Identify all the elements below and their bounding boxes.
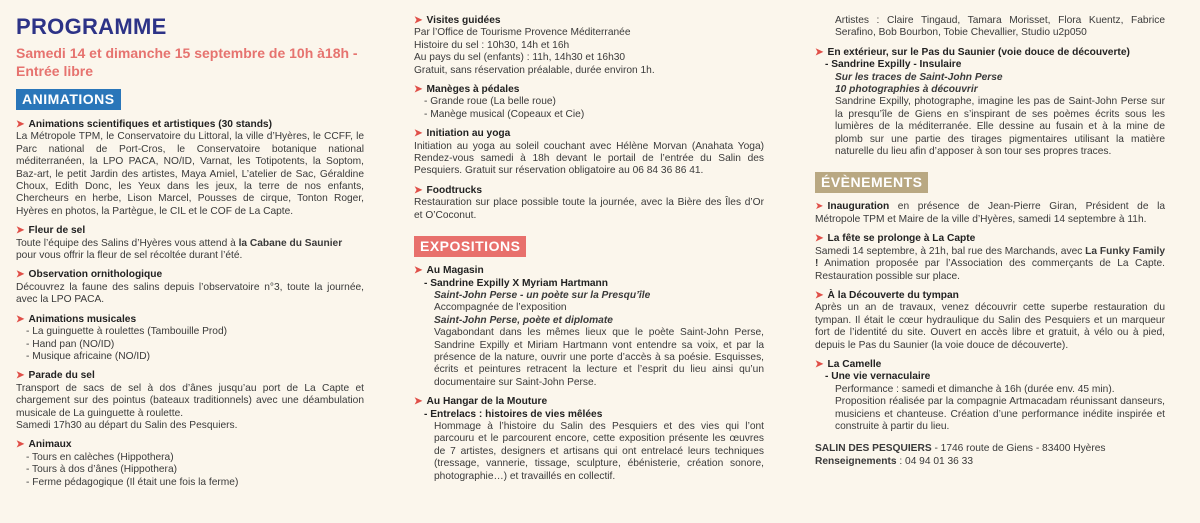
arrow-icon: ➤	[414, 128, 423, 140]
arrow-icon: ➤	[414, 15, 423, 26]
arrow-icon: ➤	[815, 358, 824, 370]
arrow-icon: ➤	[16, 269, 25, 281]
arrow-icon: ➤	[414, 184, 423, 196]
fete-section	[815, 233, 1165, 283]
arrow-icon: ➤	[16, 313, 25, 325]
renseignements-label: Renseignements	[815, 455, 897, 467]
inauguration-text: en présence de Jean-Pierre Giran, Président de la Métropole TPM et Maire de la ville d’Hyères, samedi 14 septembre à 11h.	[815, 201, 1165, 225]
yoga-title: Initiation au yoga	[426, 128, 511, 140]
list-item: - Hand pan (NO/ID)	[26, 338, 115, 350]
salin-info	[815, 443, 1165, 468]
fete-text2: Animation proposée par l’Association des commerçants de La Capte. Restauration possible sur place.	[815, 258, 1165, 282]
foodtrucks-text: Restauration sur place possible toute la journée, avec la Bière des Îles d’Or et O’Coconut.	[414, 197, 764, 221]
musicales-section	[16, 314, 364, 364]
magasin-line: Accompagnée de l’exposition	[434, 302, 567, 314]
fete-bold: La Funky Family !	[815, 245, 1166, 270]
parade-section	[16, 370, 364, 432]
visites-title: Visites guidées	[426, 15, 501, 26]
expositions-banner: EXPOSITIONS	[414, 236, 526, 257]
camelle-sub: - Une vie vernaculaire	[825, 371, 931, 383]
fete-title: La fête se prolonge à La Capte	[827, 233, 976, 245]
animaux-title: Animaux	[28, 439, 72, 451]
stands-text: La Métropole TPM, le Conservatoire du Littoral, la ville d’Hyères, le CCFF, le Parc national de Port-Cros, le Conservatoire botanique national méditerranéen, la LPO PACA, NO/ID, Varnat, les Totipotents, la Soptom, Baz-art, le petit Jardin des artistes, Maya Amiel, L’atelier de Sac, Géraldine Choux, Edith Donc, les Yeux dans les jeux, la terre de nos enfants, Chercheurs en herbe, Lison Marcel, Pousses de cirque, Tonton Roger, Hyères en photos, la Partègue, le CIL et le COF de La Capte.	[16, 131, 364, 217]
magasin-section	[414, 265, 764, 389]
hangar-title: Au Hangar de la Mouture	[426, 396, 548, 408]
arrow-icon: ➤	[414, 265, 423, 277]
stands-section	[16, 119, 364, 218]
arrow-icon: ➤	[815, 46, 824, 58]
exterieur-italic-1: Sur les traces de Saint-John Perse	[835, 71, 1003, 83]
exterieur-sub: - Sandrine Expilly - Insulaire	[825, 59, 962, 71]
musicales-title: Animations musicales	[28, 313, 137, 325]
yoga-text: Initiation au yoga au soleil couchant avec Hélène Morvan (Anahata Yoga) Rendez-vous samedi à 18h devant le portail de l’entrée du Salin des Pesquiers. Gratuit sur réservation obligatoire au 06 84 36 86 41.	[414, 140, 764, 177]
arrow-icon: ➤	[16, 119, 25, 130]
list-item: - Manège musical (Copeaux et Cie)	[424, 108, 585, 120]
salin-address: - 1746 route de Giens - 83400 Hyères	[931, 443, 1106, 455]
visites-section	[414, 15, 764, 77]
camelle-title: La Camelle	[827, 358, 882, 370]
exterieur-italic-2: 10 photographies à découvrir	[835, 84, 978, 96]
arrow-icon: ➤	[815, 233, 824, 245]
foodtrucks-section	[414, 185, 764, 222]
list-item: - Musique africaine (NO/ID)	[26, 350, 150, 362]
parade-time: Samedi 17h30 au départ du Salin des Pesquiers.	[16, 419, 238, 431]
evenements-banner: ÉVÈNEMENTS	[815, 172, 928, 193]
foodtrucks-title: Foodtrucks	[426, 184, 483, 196]
hangar-text: Hommage à l’histoire du Salin des Pesquiers et des vies qui l’ont parcouru et le parcourent encore, cette exposition présente les œuvres de 7 artistes, designers et artisans qui ont entrelacé leurs techniques (tressage, vannerie, tissage, sculpture, ébénisterie, création sonore, photographie…) et travaillés en collectif.	[434, 420, 764, 482]
visites-line: Au pays du sel (enfants) : 11h, 14h30 et 16h30	[414, 52, 626, 64]
inauguration-section	[815, 201, 1165, 226]
arrow-icon: ➤	[815, 201, 824, 213]
list-item: - Tours à dos d’ânes (Hippothera)	[26, 464, 178, 476]
camelle-section	[815, 359, 1165, 433]
magasin-title: Au Magasin	[426, 265, 484, 277]
artistes-text: Artistes : Claire Tingaud, Tamara Morisset, Flora Kuentz, Fabrice Serafino, Bob Bourbon, Tobie Chevallier, Studio u2p050	[835, 15, 1165, 39]
fete-text1: Samedi 14 septembre, à 21h, bal rue des Marchands, avec	[815, 245, 1086, 257]
exterieur-text: Sandrine Expilly, photographe, imagine les pas de Saint-John Perse sur la presqu’île de Giens en s’inspirant de ses poèmes écrits sous les lumières de la méditerranée. Elle dessine au fusain et à la mine de plomb sur une partie des tirages pigmentaires utilisant la matière naturelle du lieu afin d’apposer à son tour ses propres traces.	[835, 96, 1165, 158]
visites-line: Gratuit, sans réservation préalable, durée environ 1h.	[414, 64, 655, 76]
yoga-section	[414, 128, 764, 178]
fleur-text2: pour vous offrir la fleur de sel récoltée durant l’été.	[16, 250, 243, 262]
salin-name: SALIN DES PESQUIERS	[815, 443, 932, 455]
list-item: - Tours en calèches (Hippothera)	[26, 451, 174, 463]
exterieur-section	[815, 47, 1165, 159]
hangar-section	[414, 396, 764, 483]
magasin-italic-1: Saint-John Perse - un poète sur la Presqu’île	[434, 289, 651, 301]
parade-title: Parade du sel	[28, 370, 95, 382]
list-item: - Ferme pédagogique (Il était une fois la ferme)	[26, 476, 239, 488]
magasin-text: Vagabondant dans les mêmes lieux que le poète Saint-John Perse, Sandrine Expilly et Miriam Hartmann vont entendre sa voix, et par la présence de la nature, ouvrir une porte d’accès à sa poésie. Esquisses, écrits et peintures retracent la lecture et l’esprit du lieu ainsi qu’un documentaire sur Saint-John Perse.	[434, 327, 764, 388]
animaux-section	[16, 439, 364, 489]
fleur-text1: Toute l’équipe des Salins d’Hyères vous attend à	[16, 237, 239, 249]
ornitho-text: Découvrez la faune des salins depuis l’observatoire n°3, toute la journée, avec la LPO PACA.	[16, 281, 364, 306]
arrow-icon: ➤	[414, 396, 423, 408]
column-2	[414, 15, 764, 490]
tympan-section	[815, 290, 1165, 352]
page-title: PROGRAMME	[16, 14, 167, 39]
fleur-bold: la Cabane du Saunier	[238, 237, 343, 249]
stands-title: Animations scientifiques et artistiques (30 stands)	[28, 119, 272, 130]
maneges-section	[414, 84, 764, 121]
visites-line: Histoire du sel : 10h30, 14h et 16h	[414, 39, 570, 51]
column-1	[16, 0, 364, 496]
tympan-text: Après un an de travaux, venez découvrir cette superbe restauration du tympan. Il était le cœur hydraulique du Salin des Pesquiers et un marqueur fort de l’identité du site. Ouvert en accès libre et gratuit, à vélo ou à pied, depuis le Pas du Saunier (la voie douce de découverte).	[815, 302, 1165, 351]
exterieur-title: En extérieur, sur le Pas du Saunier (voie douce de découverte)	[827, 46, 1130, 58]
ornitho-title: Observation ornithologique	[28, 269, 163, 281]
visites-line: Par l’Office de Tourisme Provence Méditerranée	[414, 27, 631, 39]
tympan-title: À la Découverte du tympan	[827, 289, 959, 301]
column-3	[815, 15, 1165, 468]
arrow-icon: ➤	[16, 439, 25, 451]
camelle-line: Performance : samedi et dimanche à 16h (durée env. 45 min).	[835, 383, 1115, 395]
inauguration-title: Inauguration	[827, 201, 890, 213]
fleur-title: Fleur de sel	[28, 225, 86, 237]
fleur-section	[16, 225, 364, 262]
camelle-text: Proposition réalisée par la compagnie Artmacadam réunissant danseurs, musiciens et chanteuse. Création d’une performance inédite inspirée et construite à partir du lieu.	[835, 396, 1165, 432]
ornitho-section	[16, 269, 364, 306]
list-item: - La guinguette à roulettes (Tambouille Prod)	[26, 326, 228, 338]
arrow-icon: ➤	[414, 84, 423, 96]
list-item: - Grande roue (La belle roue)	[424, 96, 556, 108]
magasin-italic-2: Saint-John Perse, poète et diplomate	[434, 314, 613, 326]
arrow-icon: ➤	[16, 370, 25, 382]
renseignements-phone: : 04 94 01 36 33	[896, 455, 974, 467]
animations-banner: ANIMATIONS	[16, 89, 121, 110]
parade-text: Transport de sacs de sel à dos d’ânes jusqu’au port de La Capte et chargement sur des pointus (bateaux traditionnels) avec une déambulation musicale de La guinguette à roulette.	[16, 382, 364, 419]
hangar-sub: - Entrelacs : histoires de vies mêlées	[424, 408, 603, 420]
arrow-icon: ➤	[815, 289, 824, 301]
magasin-sub: - Sandrine Expilly X Myriam Hartmann	[424, 277, 608, 289]
maneges-title: Manèges à pédales	[426, 84, 520, 96]
event-dates: Samedi 14 et dimanche 15 septembre de 10h à18h - Entrée libre	[16, 45, 358, 79]
arrow-icon: ➤	[16, 225, 25, 237]
